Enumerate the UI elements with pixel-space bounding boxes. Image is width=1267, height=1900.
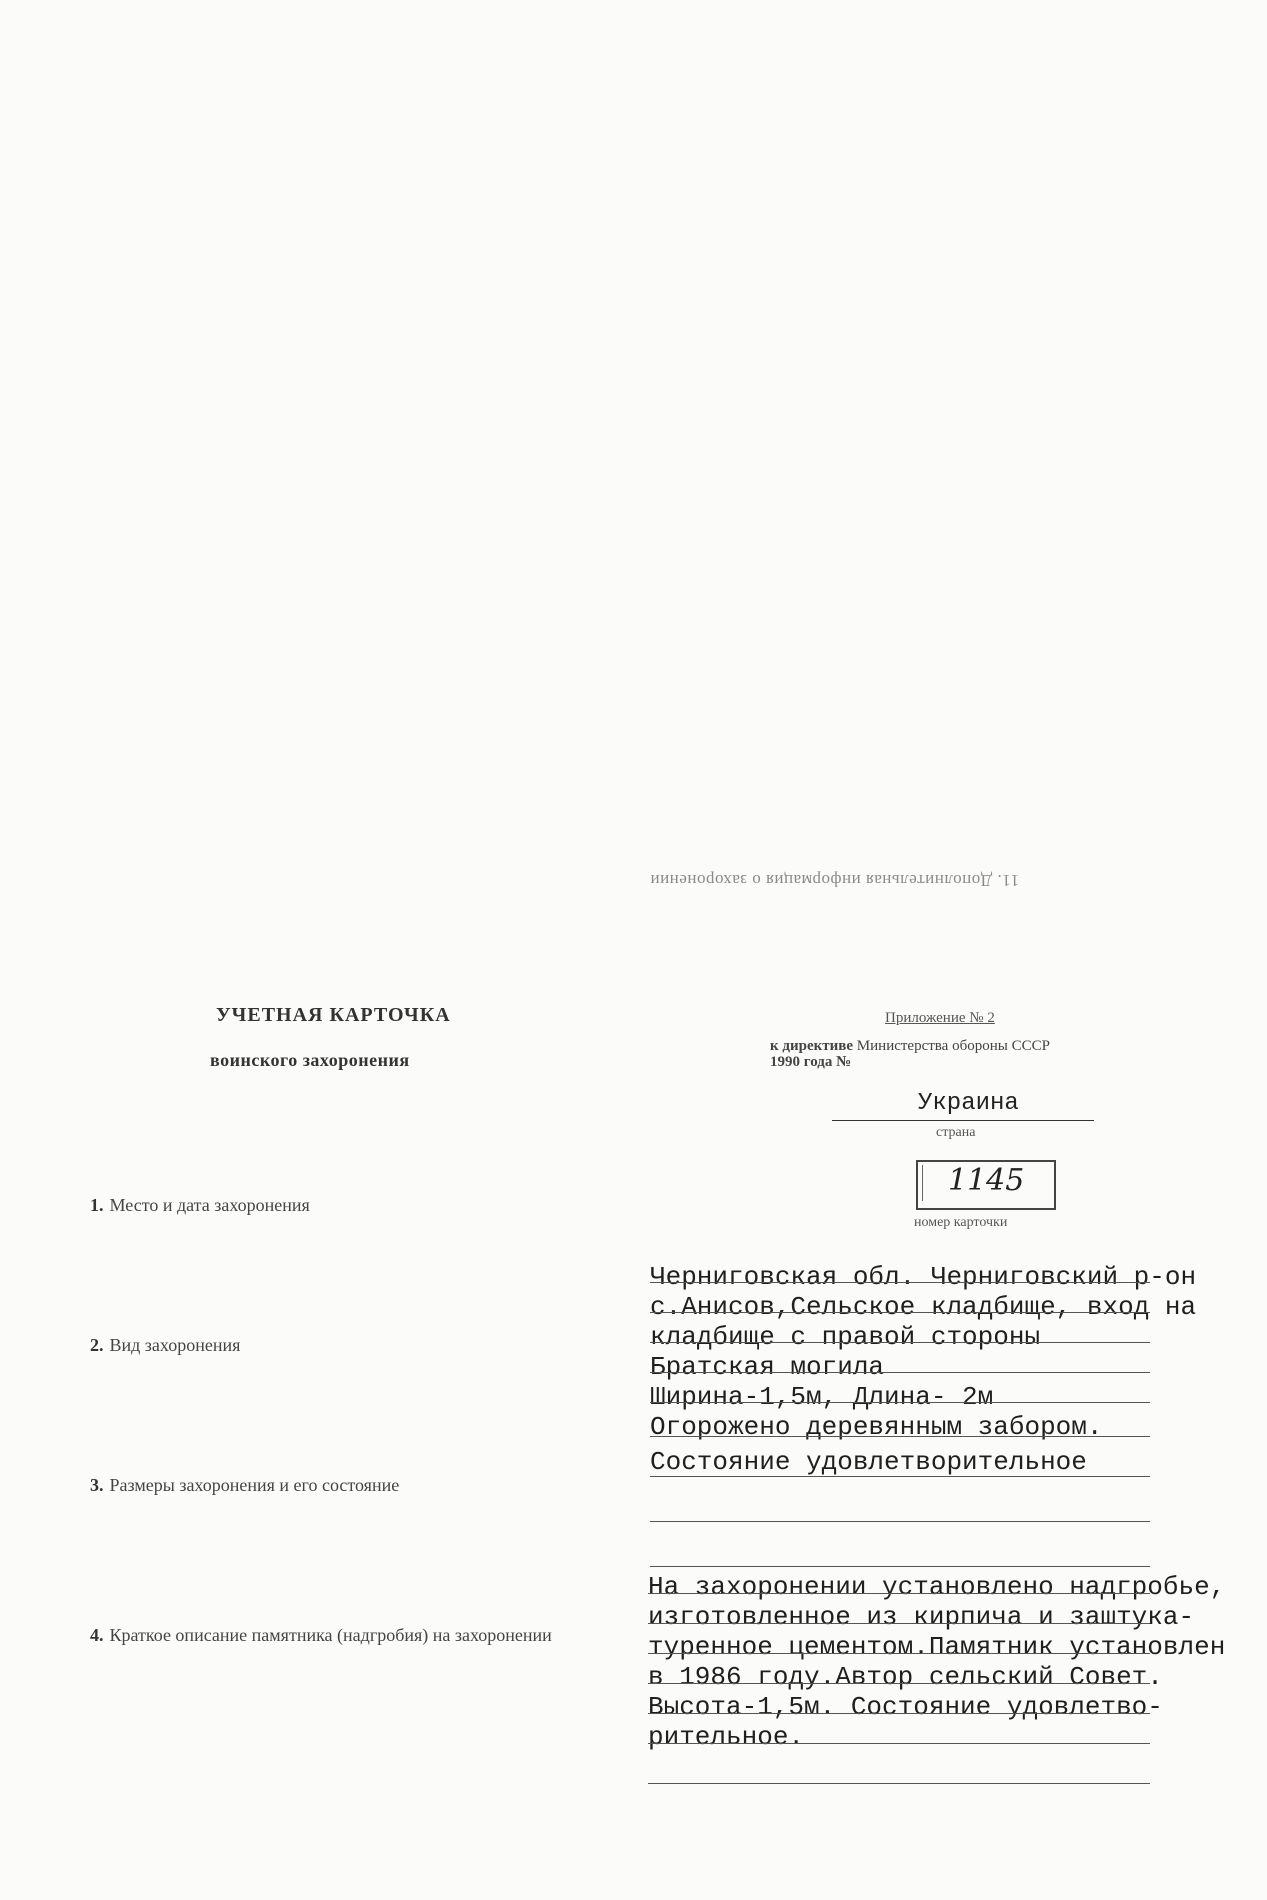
directive-reference <box>770 1038 1050 1070</box>
form-rule <box>648 1623 1150 1624</box>
field-number: 3. <box>90 1475 104 1495</box>
form-rule <box>648 1593 1150 1594</box>
field-label-text: Вид захоронения <box>109 1335 241 1355</box>
form-rule <box>650 1436 1150 1437</box>
form-rule <box>650 1282 1150 1283</box>
form-rule <box>650 1402 1150 1403</box>
field-label-text: Место и дата захоронения <box>109 1195 310 1215</box>
country-caption: страна <box>936 1125 976 1140</box>
form-rule <box>650 1476 1150 1477</box>
form-rule <box>648 1783 1150 1784</box>
field-label-1 <box>90 1195 310 1215</box>
form-rule <box>648 1683 1150 1684</box>
appendix-label: Приложение № 2 <box>885 1010 995 1026</box>
typed-line: Высота-1,5м. Состояние удовлетво- <box>648 1692 1163 1722</box>
form-rule <box>650 1312 1150 1313</box>
typed-line: туренное цементом.Памятник установлен <box>648 1632 1226 1662</box>
card-title: УЧЕТНАЯ КАРТОЧКА <box>216 1004 451 1026</box>
typed-line: в 1986 году.Автор сельский Совет. <box>648 1662 1163 1692</box>
card-number-caption: номер карточки <box>914 1215 1008 1230</box>
typed-line: На захоронении установлено надгробье, <box>648 1572 1226 1602</box>
typed-line: рительное. <box>648 1722 805 1752</box>
form-rule <box>650 1521 1150 1522</box>
typed-line: Ширина-1,5м, Длина- 2м <box>650 1382 994 1412</box>
field-label-text: Краткое описание памятника (надгробия) на захоронении <box>109 1625 552 1645</box>
field-label-3 <box>90 1475 399 1495</box>
form-rule <box>650 1342 1150 1343</box>
form-rule <box>650 1566 1150 1567</box>
directive-year: 1990 года № <box>770 1054 852 1070</box>
card-subtitle: воинского захоронения <box>210 1050 410 1070</box>
typed-line: Братская могила <box>650 1352 885 1382</box>
typed-line: с.Анисов,Сельское кладбище, вход на <box>650 1292 1197 1322</box>
field-number: 2. <box>90 1335 104 1355</box>
country-value: Украина <box>918 1090 1019 1117</box>
typed-line: кладбище с правой стороны <box>650 1322 1041 1352</box>
form-rule <box>650 1372 1150 1373</box>
field-label-4 <box>90 1625 600 1645</box>
field-number: 4. <box>90 1625 104 1645</box>
form-rule <box>648 1743 1150 1744</box>
typed-line: изготовленное из кирпича и заштука- <box>648 1602 1195 1632</box>
mirrored-bleedthrough-header: 11. Дополнительная информация о захоронении <box>650 871 1020 890</box>
field-label-2 <box>90 1335 240 1355</box>
directive-ministry: Министерства обороны СССР <box>856 1038 1050 1054</box>
typed-line: Состояние удовлетворительное <box>650 1447 1087 1477</box>
form-rule <box>648 1653 1150 1654</box>
typed-line: Огорожено деревянным забором. <box>650 1412 1103 1442</box>
card-number: 1145 <box>948 1163 1025 1198</box>
form-rule <box>648 1713 1150 1714</box>
typed-line: Черниговская обл. Черниговский р-он <box>650 1262 1197 1292</box>
directive-prefix: к директиве <box>770 1038 854 1054</box>
field-label-text: Размеры захоронения и его состояние <box>109 1475 400 1495</box>
field-number: 1. <box>90 1195 104 1215</box>
